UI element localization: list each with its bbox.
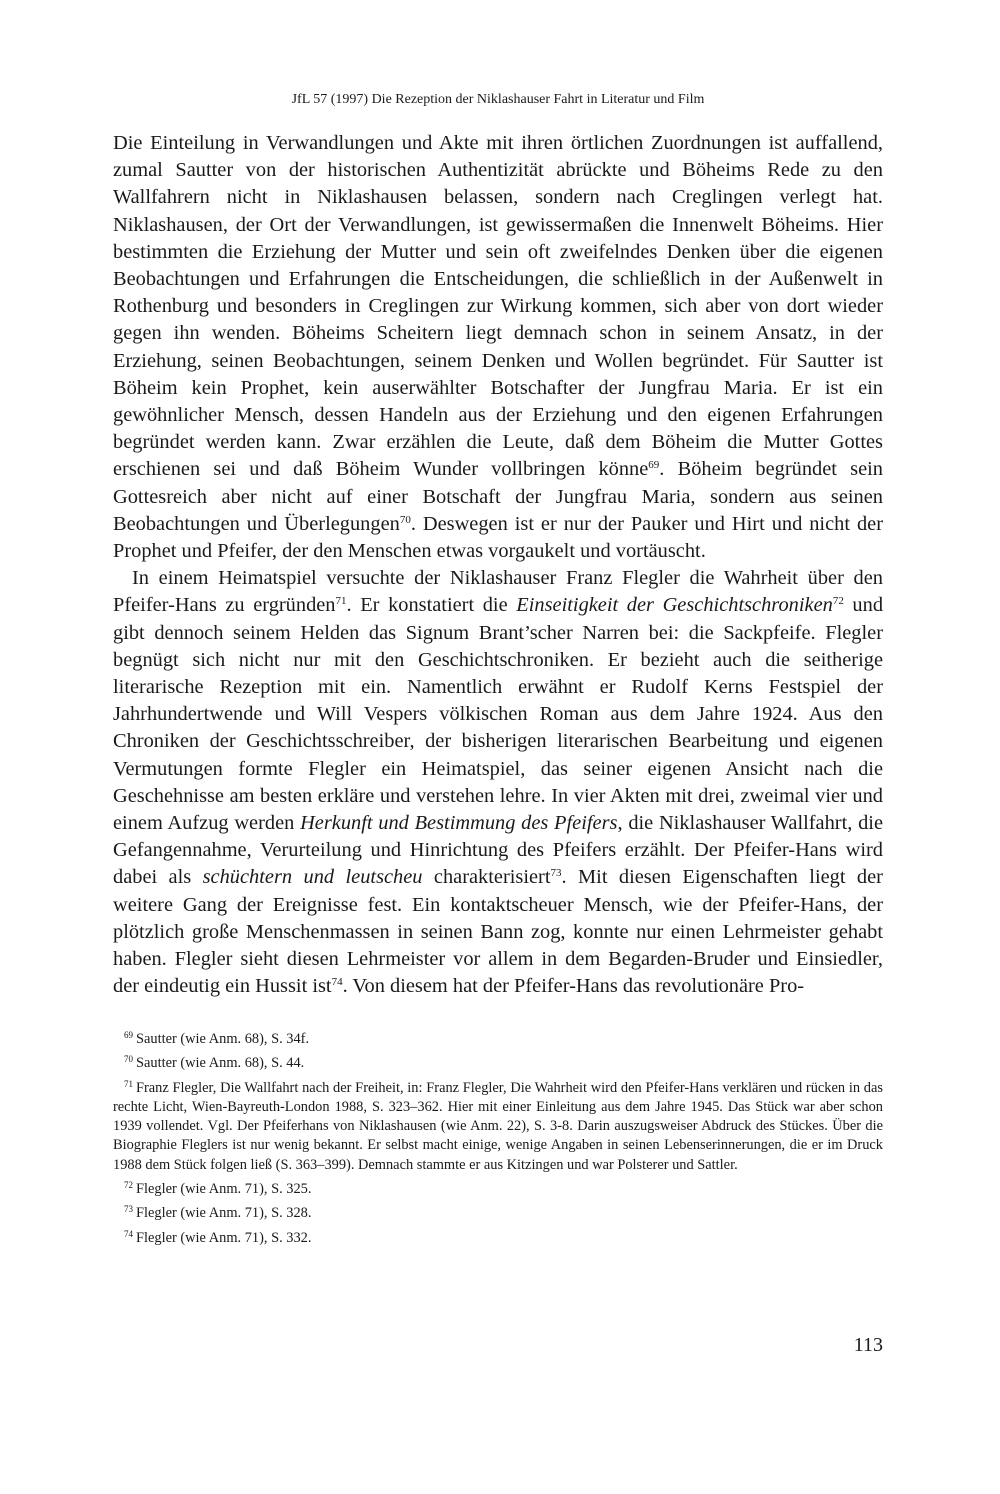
footnote-number: 70 bbox=[124, 1054, 133, 1065]
text-run: charakterisiert bbox=[422, 866, 551, 889]
paragraph bbox=[113, 130, 883, 565]
italic-text: Herkunft und Bestimmung des Pfeifers bbox=[300, 812, 618, 835]
running-head: JfL 57 (1997) Die Rezeption der Niklashauser Fahrt in Literatur und Film bbox=[291, 92, 705, 107]
footnote-number: 73 bbox=[124, 1204, 133, 1215]
footnote bbox=[113, 1180, 883, 1199]
text-run: . Böheim begründet sein Gottesreich aber nicht auf einer Botschaft der Jungfrau Maria, sondern aus seinen Beobachtungen und Überlegungen bbox=[113, 458, 883, 535]
footnote-ref: 73 bbox=[550, 867, 562, 880]
document-page bbox=[113, 90, 883, 1470]
footnote bbox=[113, 1054, 883, 1073]
italic-text: schüchtern und leutscheu bbox=[202, 866, 423, 889]
text-run: . Deswegen ist er nur der Pauker und Hirt und nicht der Prophet und Pfeifer, der den Menschen etwas vorgaukelt und vortäuscht. bbox=[113, 512, 883, 563]
footnote-number: 69 bbox=[124, 1030, 133, 1040]
text-run: , die Niklashauser Wallfahrt, die Gefangennahme, Verurteilung und Hinrichtung des Pfeifers erzählt. Der Pfeifer-Hans wird dabei als bbox=[113, 812, 884, 889]
footnotes bbox=[113, 1030, 883, 1253]
text-run: . Er konstatiert die bbox=[346, 594, 517, 617]
footnote bbox=[113, 1079, 883, 1175]
footnote-ref: 72 bbox=[832, 595, 844, 608]
text-run: . Mit diesen Eigenschaften liegt der weitere Gang der Ereignisse fest. Ein kontaktscheuer Mensch, wie der Pfeifer-Hans, der plötzlich große Menschenmassen in seinen Bann zog, konnte nur einen Lehrmeister gehabt haben. Flegler sieht diesen Lehrmeister vor allem in dem Begarden-Bruder und Einsiedler, der eindeutig ein Hussit ist bbox=[113, 866, 883, 998]
text-run: . Von diesem hat der Pfeifer-Hans das revolutionäre Pro- bbox=[342, 975, 805, 998]
footnote bbox=[113, 1030, 883, 1049]
footnote-text: Sautter (wie Anm. 68), S. 34f. bbox=[136, 1031, 310, 1047]
footnote-ref: 70 bbox=[399, 513, 411, 526]
footnote-ref: 69 bbox=[648, 459, 660, 472]
footnote-number: 74 bbox=[124, 1228, 133, 1239]
footnote-text: Franz Flegler, Die Wallfahrt nach der Freiheit, in: Franz Flegler, Die Wahrheit wird den Pfeifer-Hans verklären und rücken in das rechte Licht, Wien-Bayreuth-London 1988, S. 323–362. Hier mit einer Einleitung aus dem Jahre 1945. Das Stück war aber schon 1939 vollendet. Vgl. Der Pfeiferhans von Niklashausen (wie Anm. 22), S. 3-8. Darin auszugsweiser Abdruck des Stückes. Über die Biographie Fleglers ist nur wenig bekannt. Er selbst macht einige, wenige Angaben in seinen Lebenserinnerungen, die er im Druck 1988 dem Stück folgen ließ (S. 363–399). Demnach stammte er aus Kitzingen und war Polsterer und Sattler. bbox=[113, 1079, 883, 1173]
italic-text: Einseitigkeit der Geschichtschroniken bbox=[516, 594, 833, 617]
footnote-text: Flegler (wie Anm. 71), S. 328. bbox=[136, 1205, 312, 1222]
footnote-text: Flegler (wie Anm. 71), S. 332. bbox=[136, 1229, 312, 1246]
footnote-ref: 74 bbox=[331, 976, 343, 989]
footnote-ref: 71 bbox=[335, 595, 347, 608]
page-number: 113 bbox=[853, 1334, 883, 1356]
footnote bbox=[113, 1204, 883, 1223]
paragraph bbox=[113, 565, 883, 1000]
text-run: Die Einteilung in Verwandlungen und Akte mit ihren örtlichen Zuordnungen ist auffallend, zumal Sautter von der historischen Authentizität abrückte und Böheims Rede zu den Wallfahrern nicht in Niklashausen belassen, sondern nach Creglingen verlegt hat. Niklashausen, der Ort der Verwandlungen, ist gewissermaßen die Innenwelt Böheims. Hier bestimmten die Erziehung der Mutter und sein oft zweifelndes Denken über die eigenen Beobachtungen und Erfahrungen die Entscheidungen, die schließlich in der Außenwelt in Rothenburg und besonders in Creglingen zur Wirkung kommen, sich aber von dort wieder gegen ihn wenden. Böheims Scheitern liegt demnach schon in seinem Ansatz, in der Erziehung, seinen Beobachtungen, seinem Denken und Wollen begründet. Für Sautter ist Böheim kein Prophet, kein auserwählter Botschafter der Jungfrau Maria. Er ist ein gewöhnlicher Mensch, dessen Handeln aus der Erziehung und den eigenen Erfahrungen begründet werden kann. Zwar erzählen die Leute, daß dem Böheim die Mutter Gottes erschienen sei und daß Böheim Wunder vollbringen könne bbox=[113, 132, 883, 481]
footnote bbox=[113, 1229, 883, 1248]
text-run: und gibt dennoch seinem Helden das Signum Brant’scher Narren bei: die Sackpfeife. Flegler begnügt sich nicht nur mit den Geschichtschroniken. Er bezieht auch die seitherige literarische Rezeption mit ein. Namentlich erwähnt er Rudolf Kerns Festspiel der Jahrhundertwende und Will Vespers völkischen Roman aus dem Jahre 1924. Aus den Chroniken der Geschichtsschreiber, der bisherigen literarischen Bearbeitung und eigenen Vermutungen formte Flegler ein Heimatspiel, das seiner eigenen Ansicht nach die Geschehnisse am besten erkläre und verstehen lehre. In vier Akten mit drei, zweimal vier und einem Aufzug werden bbox=[113, 594, 884, 835]
footnote-number: 72 bbox=[124, 1180, 133, 1191]
footnote-number: 71 bbox=[124, 1078, 133, 1089]
footnote-text: Flegler (wie Anm. 71), S. 325. bbox=[136, 1181, 312, 1198]
text-run: In einem Heimatspiel versuchte der Niklashauser Franz Flegler die Wahrheit über den Pfeifer-Hans zu ergründen bbox=[113, 567, 883, 617]
footnote-text: Sautter (wie Anm. 68), S. 44. bbox=[136, 1055, 305, 1072]
body-text bbox=[113, 130, 883, 1001]
